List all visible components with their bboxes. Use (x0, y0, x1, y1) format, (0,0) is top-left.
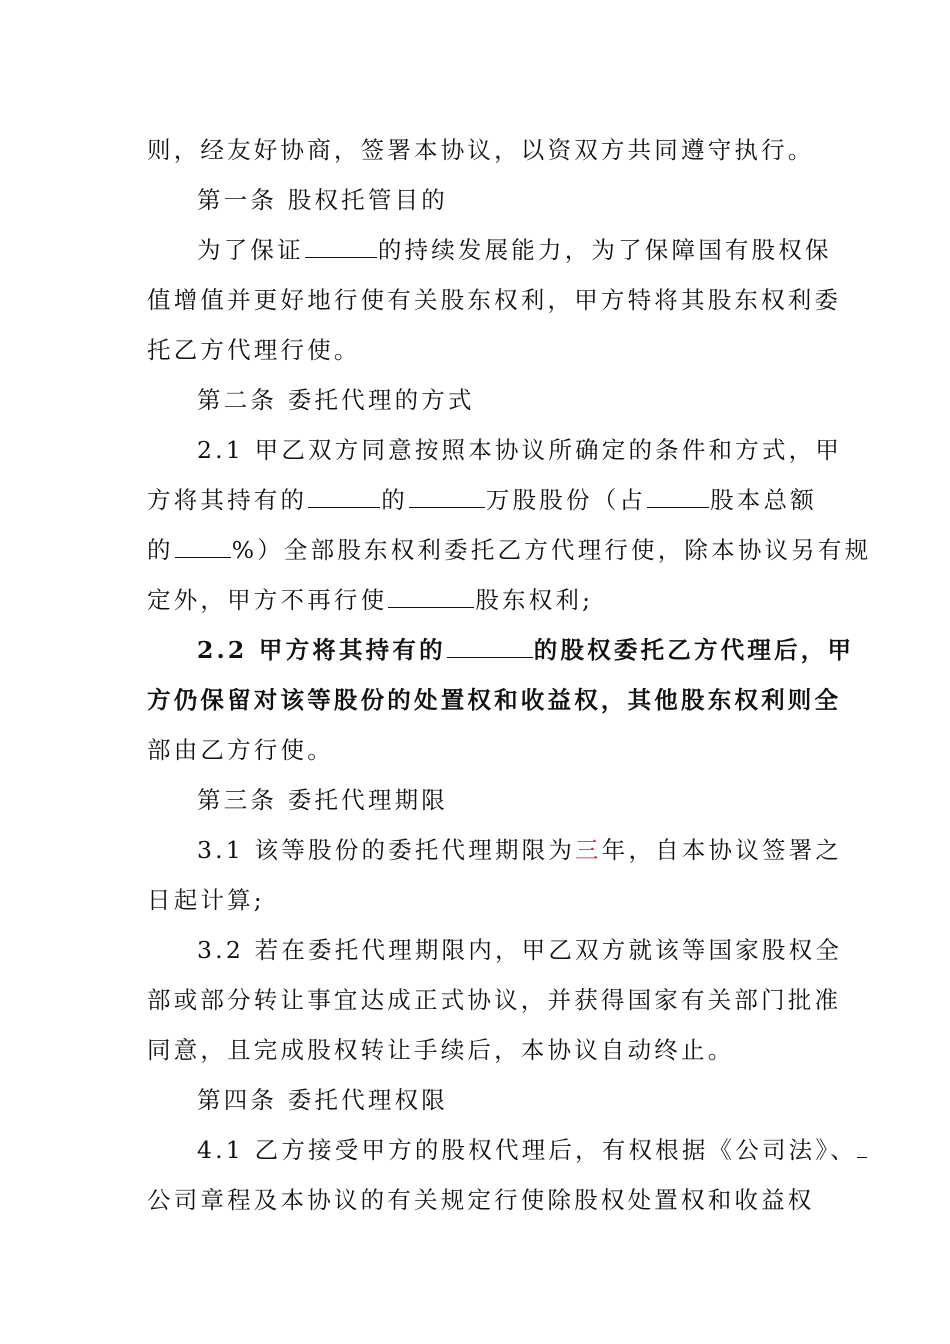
text-span: 部或部分转让事宜达成正式协议，并获得国家有关部门批准 (147, 986, 842, 1014)
text-line (147, 1034, 734, 1066)
text-line (147, 684, 841, 716)
blank-field (305, 237, 377, 258)
text-span: 的 (147, 536, 174, 564)
text-span: 年，自本协议签署之 (601, 836, 843, 864)
text-span: 的股权委托乙方代理后，甲 (533, 636, 855, 664)
text-span: 托乙方代理行使。 (147, 336, 361, 364)
blank-field (857, 1137, 867, 1158)
text-line (197, 1134, 867, 1166)
text-line (147, 284, 841, 316)
text-line (197, 234, 832, 266)
text-span: 3.1 该等股份的委托代理期限为 (197, 836, 576, 864)
text-span: 第二条 委托代理的方式 (197, 386, 475, 414)
text-span: %）全部股东权利委托乙方代理行使，除本协议另有规 (231, 536, 872, 564)
text-span: 第四条 委托代理权限 (197, 1086, 448, 1114)
article-1-title (197, 184, 448, 216)
text-span: 股本总额 (710, 486, 817, 514)
text-span: 万股股份（占 (485, 486, 647, 514)
text-span: 股东权利; (475, 586, 594, 614)
blank-field (388, 587, 474, 608)
article-3-title (197, 784, 448, 816)
text-span: 同意，且完成股权转让手续后，本协议自动终止。 (147, 1036, 735, 1064)
text-span: 则，经友好协商，签署本协议，以资双方共同遵守执行。 (147, 136, 815, 164)
text-span: 2.2 甲方将其持有的 (197, 636, 446, 664)
text-line (147, 734, 334, 766)
text-line (147, 484, 817, 516)
text-line (197, 634, 854, 666)
text-span: 为了保证 (197, 236, 304, 264)
text-line (147, 334, 361, 366)
text-span: 方仍保留对该等股份的处置权和收益权，其他股东权利则全 (147, 686, 842, 714)
text-line (147, 534, 871, 566)
blank-field (409, 487, 485, 508)
text-span: 的 (381, 486, 408, 514)
text-span: 第三条 委托代理期限 (197, 786, 448, 814)
text-line (197, 934, 842, 966)
article-2-title (197, 384, 475, 416)
blank-field (308, 487, 380, 508)
highlighted-term: 三 (575, 836, 602, 864)
text-line (147, 884, 265, 916)
text-line (147, 1184, 815, 1216)
text-span: 的持续发展能力，为了保障国有股权保 (377, 236, 832, 264)
text-span: 2.1 甲乙双方同意按照本协议所确定的条件和方式，甲 (197, 436, 843, 464)
text-line (197, 834, 842, 866)
text-span: 方将其持有的 (147, 486, 308, 514)
blank-field (447, 637, 533, 658)
blank-field (647, 487, 709, 508)
text-span: 值增值并更好地行使有关股东权利，甲方特将其股东权利委 (147, 286, 842, 314)
text-span: 公司章程及本协议的有关规定行使除股权处置权和收益权 (147, 1186, 815, 1214)
article-4-title (197, 1084, 448, 1116)
blank-field (175, 537, 231, 558)
text-line (147, 984, 841, 1016)
text-span: 4.1 乙方接受甲方的股权代理后，有权根据《公司法》、 (197, 1136, 857, 1164)
text-span: 日起计算; (147, 886, 265, 914)
text-line (147, 134, 815, 166)
text-line (147, 584, 593, 616)
text-span: 部由乙方行使。 (147, 736, 334, 764)
text-span: 第一条 股权托管目的 (197, 186, 448, 214)
text-span: 3.2 若在委托代理期限内，甲乙双方就该等国家股权全 (197, 936, 843, 964)
text-line (197, 434, 842, 466)
text-span: 定外，甲方不再行使 (147, 586, 388, 614)
